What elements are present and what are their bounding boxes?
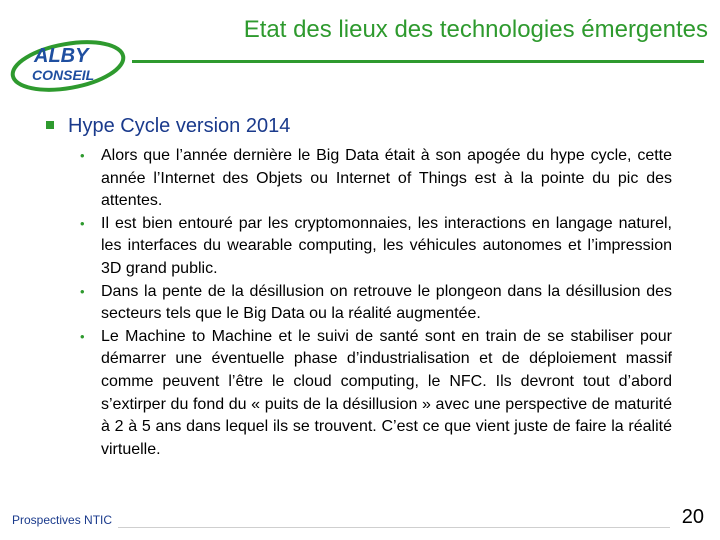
bullet-dot-icon: •	[80, 215, 85, 231]
list-item	[80, 326, 672, 462]
list-item	[80, 281, 672, 326]
square-bullet-icon	[46, 121, 54, 129]
list-item-text: Il est bien entouré par les cryptomonnaies, les interactions en langage naturel, les interfaces du wearable computing, les véhicules autonomes et l’impression 3D grand public.	[101, 214, 672, 277]
page-title: Etat des lieux des technologies émergentes	[243, 16, 708, 43]
footer-label: Prospectives NTIC	[12, 513, 113, 527]
list-item-text: Le Machine to Machine et le suivi de santé sont en train de se stabiliser pour démarrer une éventuelle phase d’industrialisation et de déploiement massif comme peuvent l’être le cloud computing, le NFC. Ils devront tout d’abord s’extirper du fond du « puits de la désillusion » avec une perspective de maturité à 2 à 5 ans dans lequel ils se trouvent. C’est ce que vient juste de faire la réalité virtuelle.	[101, 327, 672, 458]
alby-conseil-logo	[8, 36, 132, 92]
section-heading-text: Hype Cycle version 2014	[68, 115, 291, 137]
bullet-dot-icon: •	[80, 148, 85, 163]
title-underline	[132, 60, 704, 63]
bullet-list	[80, 145, 672, 461]
bullet-dot-icon: •	[80, 283, 85, 299]
section-heading	[46, 115, 290, 138]
list-item-text: Dans la pente de la désillusion on retrouve le plongeon dans la désillusion des secteurs tels que le Big Data ou la réalité augmentée.	[101, 282, 672, 323]
page-number: 20	[681, 506, 704, 528]
logo-text-alby: ALBY	[34, 45, 89, 67]
footer-divider	[118, 527, 670, 528]
bullet-dot-icon: •	[80, 328, 85, 344]
logo-text-conseil: CONSEIL	[32, 67, 95, 83]
list-item-text: Alors que l’année dernière le Big Data était à son apogée du hype cycle, cette année l’Internet des Objets ou Internet of Things est à la pointe du pic des attentes.	[101, 147, 672, 210]
list-item	[80, 213, 672, 281]
list-item	[80, 145, 672, 213]
